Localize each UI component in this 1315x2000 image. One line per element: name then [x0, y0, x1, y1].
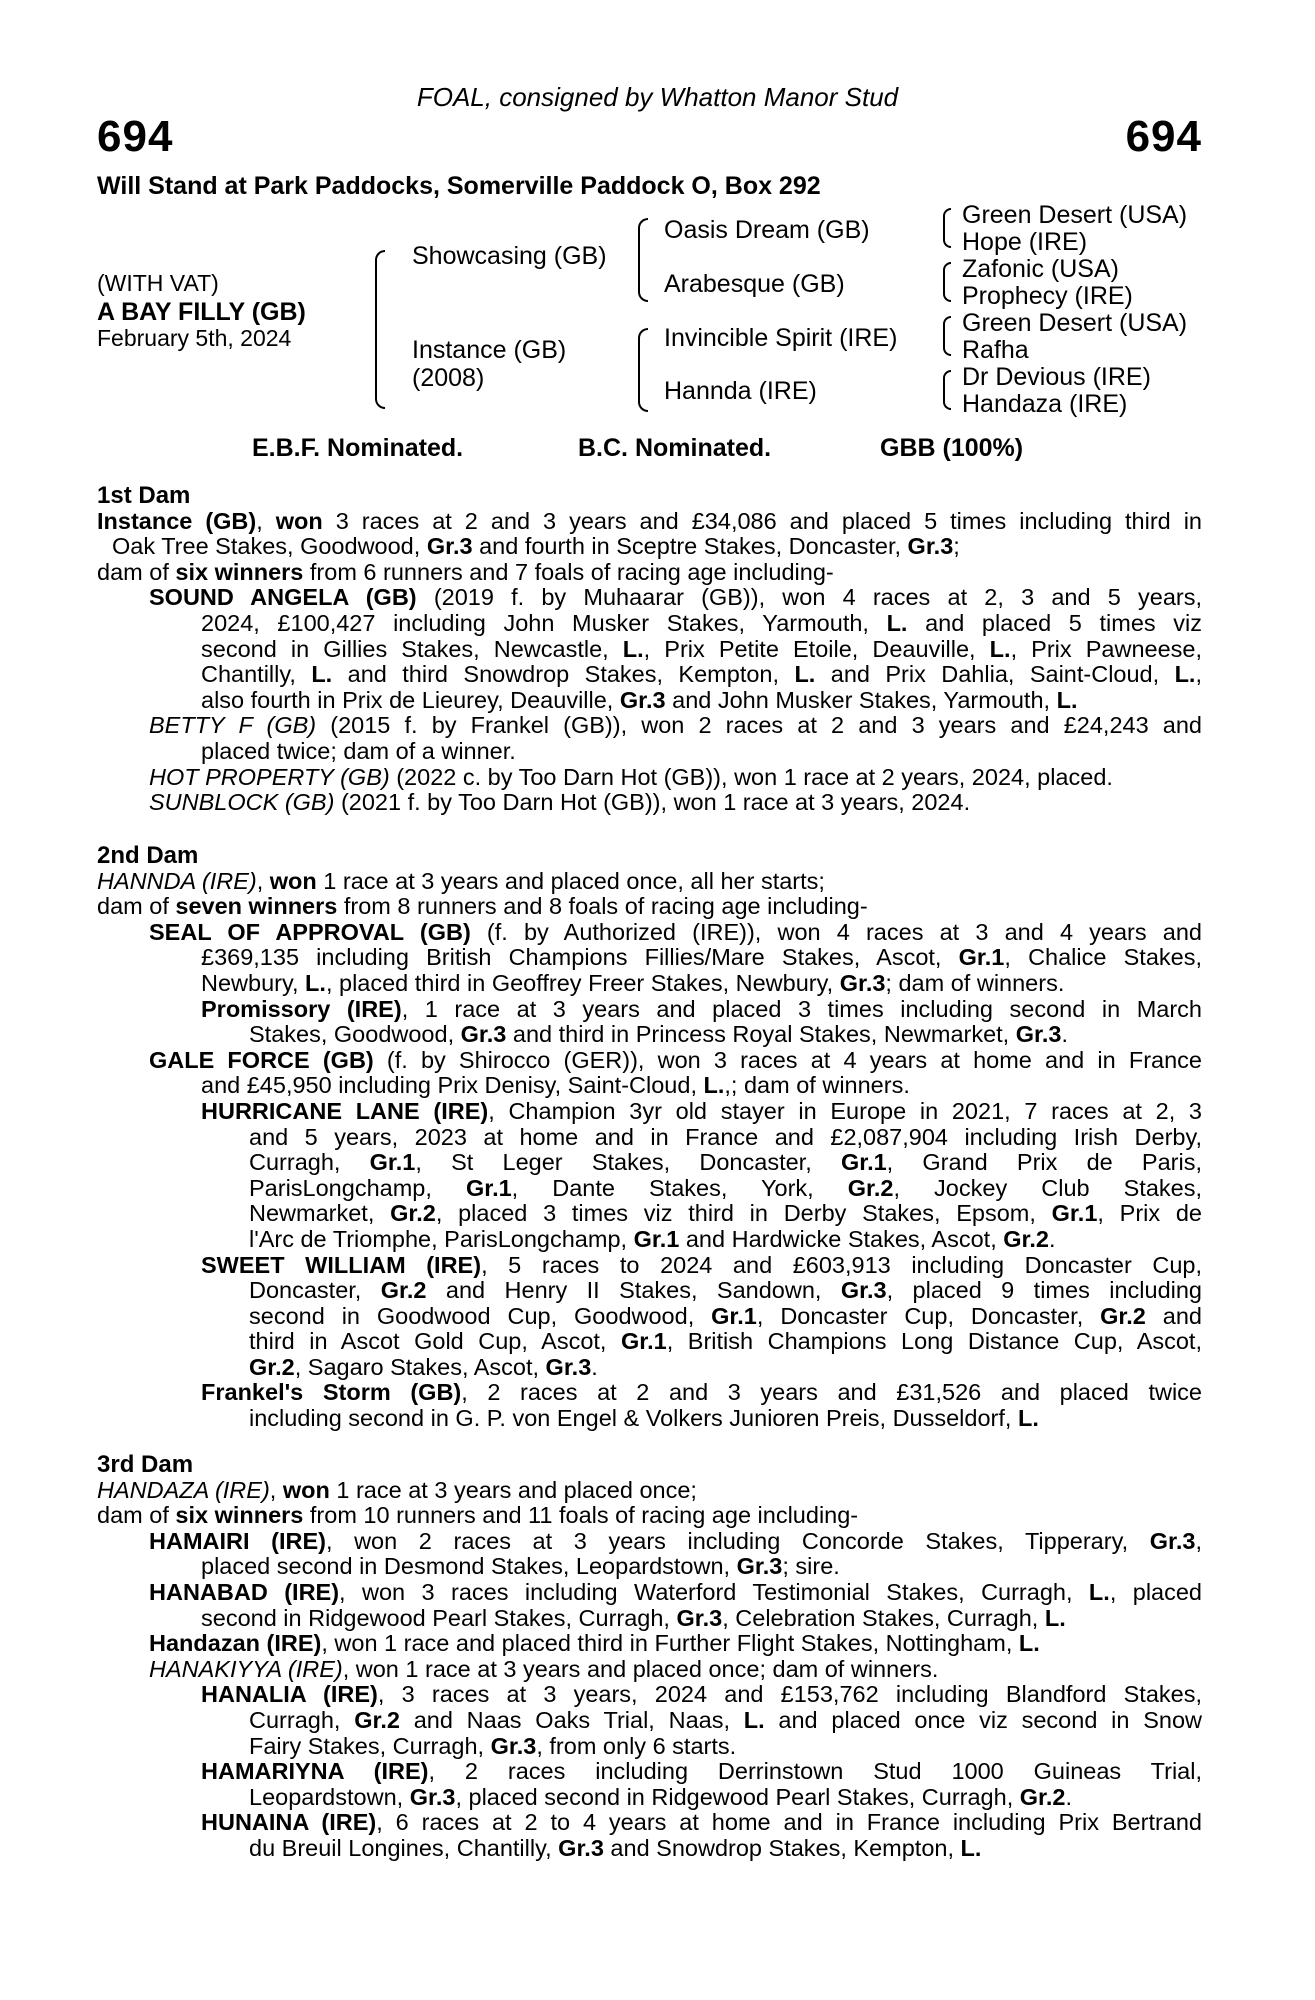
produce-line: 2024, £100,427 including John Musker Stakes, Yarmouth, L. and placed 5 times viz: [201, 609, 1202, 636]
pedigree-brace-sire: [638, 218, 648, 302]
pedigree-g3: Zafonic (USA): [962, 255, 1119, 283]
produce-line: HAMAIRI (IRE), won 2 races at 3 years including Concorde Stakes, Tipperary, Gr.3,: [149, 1527, 1202, 1554]
second-dam-section: [97, 843, 1202, 1432]
produce-line: Newmarket, Gr.2, placed 3 times viz third in Derby Stakes, Epsom, Gr.1, Prix de: [249, 1200, 1203, 1227]
pedigree-dam-year: (2008): [412, 364, 485, 392]
produce-line: Curragh, Gr.2 and Naas Oaks Trial, Naas, L. and placed once viz second in Snow: [249, 1706, 1202, 1733]
pedigree-g7: Dr Devious (IRE): [962, 363, 1151, 391]
produce-line: HAMARIYNA (IRE), 2 races including Derrinstown Stud 1000 Guineas Trial,: [201, 1758, 1202, 1785]
pedigree-g4: Prophecy (IRE): [962, 282, 1133, 310]
produce-line: second in Gillies Stakes, Newcastle, L., Prix Petite Etoile, Deauville, L., Prix Pawneese,: [201, 635, 1202, 662]
dam-line: HANNDA (IRE), won 1 race at 3 years and placed once, all her starts;: [97, 867, 825, 894]
pedigree-g8: Handaza (IRE): [962, 390, 1128, 418]
pedigree-sire-dam: Arabesque (GB): [664, 270, 845, 298]
produce-line: SEAL OF APPROVAL (GB) (f. by Authorized (IRE)), won 4 races at 3 and 4 years and: [149, 918, 1202, 945]
produce-line: Stakes, Goodwood, Gr.3 and third in Princess Royal Stakes, Newmarket, Gr.3.: [249, 1021, 1069, 1048]
dam-line: Oak Tree Stakes, Goodwood, Gr.3 and fourth in Sceptre Stakes, Doncaster, Gr.3;: [112, 533, 960, 560]
first-dam-section: [97, 483, 1202, 816]
produce-line: SOUND ANGELA (GB) (2019 f. by Muhaarar (GB)), won 4 races at 2, 3 and 5 years,: [149, 584, 1202, 611]
dam-line: dam of seven winners from 8 runners and 8 foals of racing age including-: [97, 893, 868, 920]
dam-line: dam of six winners from 6 runners and 7 foals of racing age including-: [97, 558, 834, 585]
produce-line: BETTY F (GB) (2015 f. by Frankel (GB)), won 2 races at 2 and 3 years and £24,243 and: [149, 712, 1203, 739]
produce-line: second in Ridgewood Pearl Stakes, Curragh, Gr.3, Celebration Stakes, Curragh, L.: [201, 1604, 1066, 1631]
pedigree-sire: Showcasing (GB): [412, 242, 607, 270]
produce-line: du Breuil Longines, Chantilly, Gr.3 and Snowdrop Stakes, Kempton, L.: [249, 1834, 982, 1861]
pedigree-g5: Green Desert (USA): [962, 309, 1188, 337]
produce-line: £369,135 including British Champions Fillies/Mare Stakes, Ascot, Gr.1, Chalice Stakes,: [201, 944, 1202, 971]
produce-line: GALE FORCE (GB) (f. by Shirocco (GER)), won 3 races at 4 years at home and in France: [149, 1046, 1202, 1073]
lot-number-left: 694: [97, 112, 174, 161]
pedigree-g1: Green Desert (USA): [962, 201, 1188, 229]
gbb-rating: GBB (100%): [880, 434, 1024, 462]
produce-line: HANALIA (IRE), 3 races at 3 years, 2024 and £153,762 including Blandford Stakes,: [201, 1681, 1202, 1708]
pedigree-brace-main: [375, 250, 385, 409]
pedigree-dam-sire: Invincible Spirit (IRE): [664, 324, 898, 352]
third-dam-section: [97, 1452, 1202, 1862]
produce-line: Newbury, L., placed third in Geoffrey Freer Stakes, Newbury, Gr.3; dam of winners.: [201, 969, 1065, 996]
dam-line: HANDAZA (IRE), won 1 race at 3 years and placed once;: [97, 1476, 697, 1503]
pedigree-brace-dam: [638, 328, 648, 412]
horse-dob: February 5th, 2024: [97, 325, 292, 351]
pedigree-sire-sire: Oasis Dream (GB): [664, 216, 870, 244]
first-dam-title: 1st Dam: [97, 482, 191, 509]
produce-line: placed twice; dam of a winner.: [201, 737, 516, 764]
produce-line: HUNAINA (IRE), 6 races at 2 to 4 years at home and in France including Prix Bertrand: [201, 1809, 1203, 1836]
pedigree-brace-g2: [943, 262, 951, 302]
produce-line: HANABAD (IRE), won 3 races including Waterford Testimonial Stakes, Curragh, L., placed: [149, 1578, 1203, 1605]
produce-line: HOT PROPERTY (GB) (2022 c. by Too Darn Hot (GB)), won 1 race at 2 years, 2024, placed.: [149, 763, 1113, 790]
produce-line: Frankel's Storm (GB), 2 races at 2 and 3 years and £31,526 and placed twice: [201, 1379, 1203, 1406]
second-dam-title: 2nd Dam: [97, 842, 199, 869]
pedigree-brace-g1: [943, 208, 951, 248]
vat-note: (WITH VAT): [97, 270, 219, 296]
pedigree-brace-g3: [943, 316, 951, 356]
produce-line: second in Goodwood Cup, Goodwood, Gr.1, Doncaster Cup, Doncaster, Gr.2 and: [249, 1302, 1202, 1329]
pedigree-brace-g4: [943, 370, 951, 410]
produce-line: SWEET WILLIAM (IRE), 5 races to 2024 and £603,913 including Doncaster Cup,: [201, 1251, 1203, 1278]
produce-line: Fairy Stakes, Curragh, Gr.3, from only 6 starts.: [249, 1732, 737, 1759]
produce-line: Handazan (IRE), won 1 race and placed third in Further Flight Stakes, Nottingham, L.: [149, 1630, 1040, 1657]
produce-line: Leopardstown, Gr.3, placed second in Ridgewood Pearl Stakes, Curragh, Gr.2.: [249, 1783, 1073, 1810]
stand-location: Will Stand at Park Paddocks, Somerville Paddock O, Box 292: [97, 172, 821, 200]
produce-line: and £45,950 including Prix Denisy, Saint-Cloud, L.,; dam of winners.: [201, 1072, 910, 1099]
horse-name: A BAY FILLY (GB): [97, 298, 306, 326]
produce-line: and 5 years, 2023 at home and in France and £2,087,904 including Irish Derby,: [249, 1123, 1202, 1150]
produce-line: also fourth in Prix de Lieurey, Deauville, Gr.3 and John Musker Stakes, Yarmouth, L.: [201, 686, 1078, 713]
produce-line: HURRICANE LANE (IRE), Champion 3yr old stayer in Europe in 2021, 7 races at 2, 3: [201, 1097, 1202, 1124]
pedigree-g6: Rafha: [962, 336, 1029, 364]
bc-nomination: B.C. Nominated.: [578, 434, 772, 462]
ebf-nomination: E.B.F. Nominated.: [252, 434, 464, 462]
produce-line: including second in G. P. von Engel & Volkers Junioren Preis, Dusseldorf, L.: [249, 1405, 1039, 1432]
dam-line: Instance (GB), won 3 races at 2 and 3 years and £34,086 and placed 5 times including third in: [97, 507, 1202, 534]
pedigree-g2: Hope (IRE): [962, 228, 1088, 256]
produce-line: Doncaster, Gr.2 and Henry II Stakes, Sandown, Gr.3, placed 9 times including: [249, 1277, 1202, 1304]
produce-line: ParisLongchamp, Gr.1, Dante Stakes, York, Gr.2, Jockey Club Stakes,: [249, 1174, 1202, 1201]
dam-line: dam of six winners from 10 runners and 11 foals of racing age including-: [97, 1502, 859, 1529]
produce-line: HANAKIYYA (IRE), won 1 race at 3 years and placed once; dam of winners.: [149, 1655, 939, 1682]
produce-line: Gr.2, Sagaro Stakes, Ascot, Gr.3.: [249, 1353, 598, 1380]
third-dam-title: 3rd Dam: [97, 1451, 194, 1478]
produce-line: l'Arc de Triomphe, ParisLongchamp, Gr.1 and Hardwicke Stakes, Ascot, Gr.2.: [249, 1225, 1056, 1252]
consignor-line: FOAL, consigned by Whatton Manor Stud: [416, 82, 899, 112]
lot-number-right: 694: [1125, 112, 1202, 161]
produce-line: placed second in Desmond Stakes, Leopardstown, Gr.3; sire.: [201, 1553, 840, 1580]
produce-line: Chantilly, L. and third Snowdrop Stakes, Kempton, L. and Prix Dahlia, Saint-Cloud, L.,: [201, 661, 1202, 688]
produce-line: SUNBLOCK (GB) (2021 f. by Too Darn Hot (GB)), won 1 race at 3 years, 2024.: [149, 789, 971, 816]
produce-line: Promissory (IRE), 1 race at 3 years and placed 3 times including second in March: [201, 995, 1202, 1022]
pedigree-dam-dam: Hannda (IRE): [664, 377, 817, 405]
produce-line: third in Ascot Gold Cup, Ascot, Gr.1, British Champions Long Distance Cup, Ascot,: [249, 1328, 1202, 1355]
produce-line: Curragh, Gr.1, St Leger Stakes, Doncaster, Gr.1, Grand Prix de Paris,: [249, 1149, 1202, 1176]
pedigree-dam: Instance (GB): [412, 336, 567, 364]
